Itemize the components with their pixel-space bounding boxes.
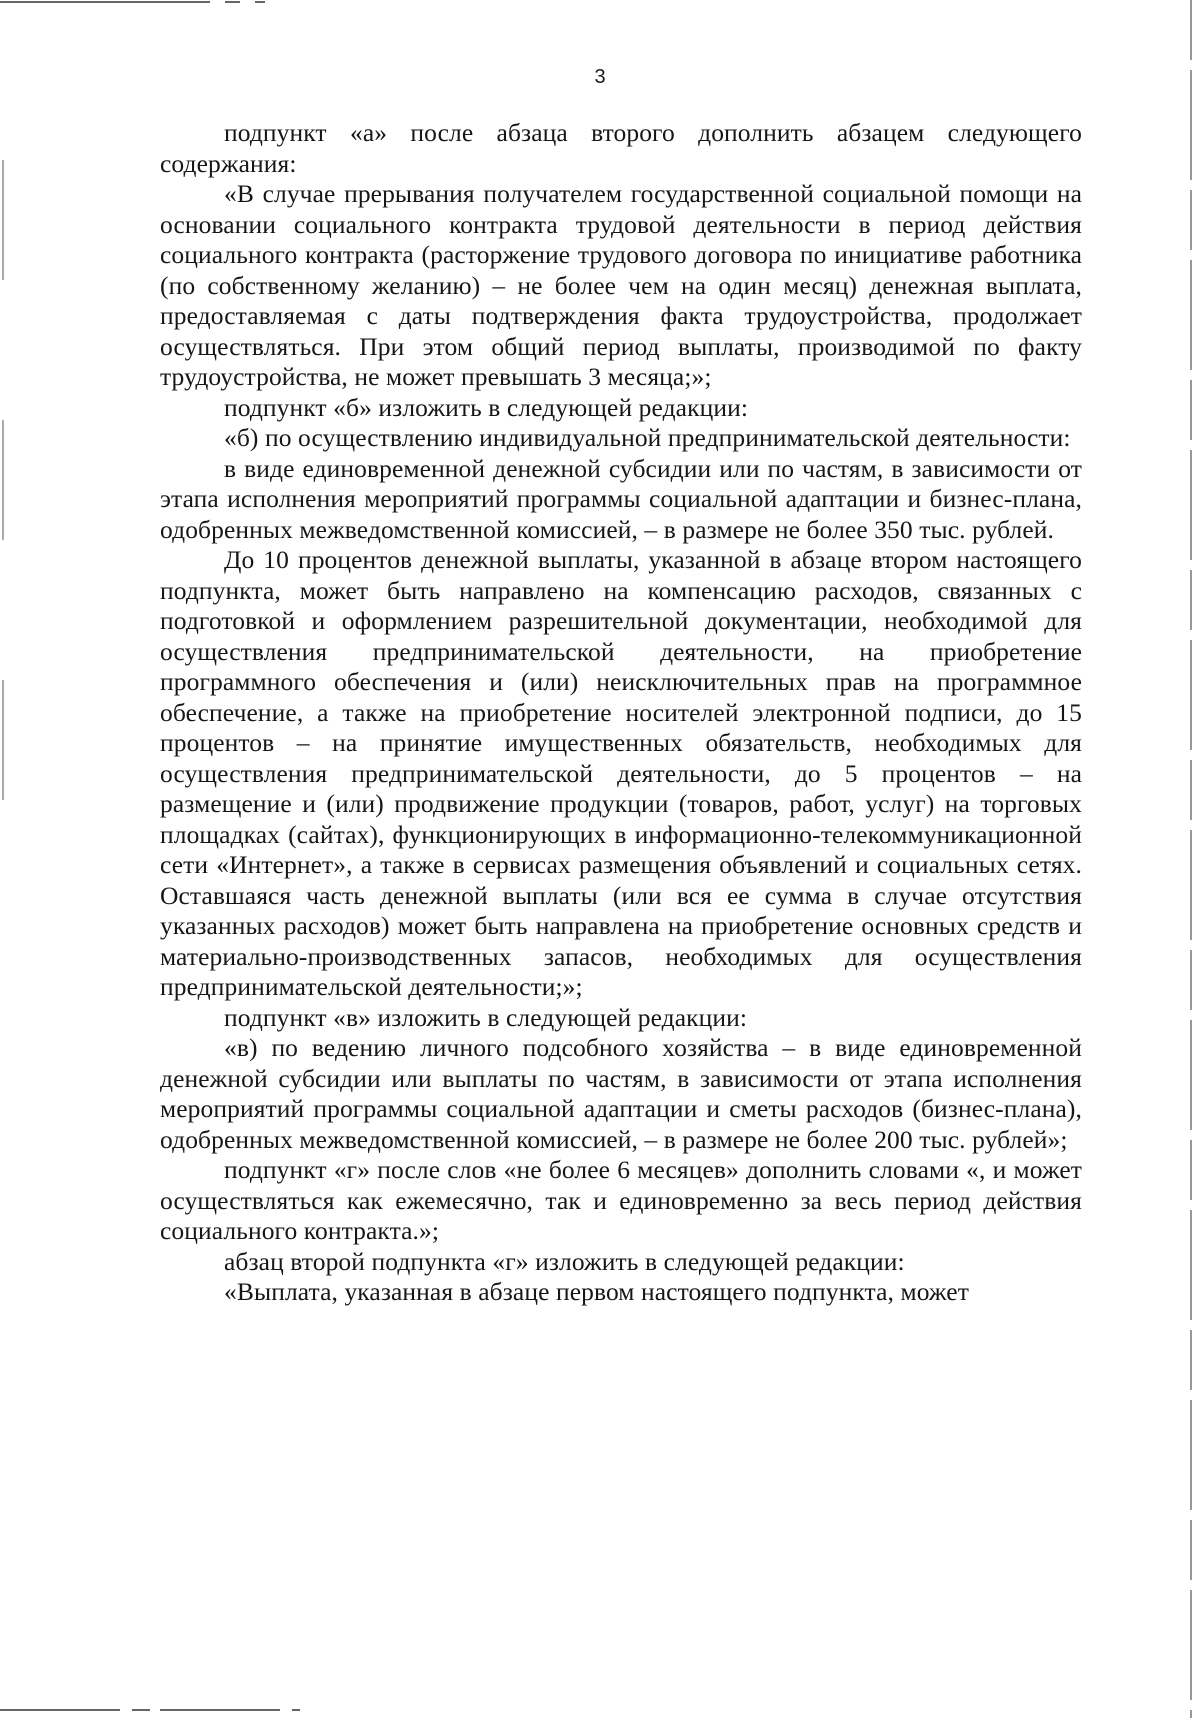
paragraph-7: подпункт «в» изложить в следующей редакции: bbox=[224, 1002, 748, 1032]
paragraph-6: До 10 процентов денежной выплаты, указанной в абзаце втором настоящего подпункта, может быть направлено на компенсацию расходов, связанных с подготовкой и оформлением разрешительной документации, необходимой для осуществления предпринимательской деятельности, на приобретение программного обеспечения и (или) неисключительных прав на программное обеспечение, а также на приобретение носителей электронной подписи, до 15 процентов – на принятие имущественных обязательств, необходимых для осуществления предпринимательской деятельности, до 5 процентов – на размещение и (или) продвижение продукции (товаров, работ, услуг) на торговых площадках (сайтах), функционирующих в информационно-телекоммуникационной сети «Интернет», а также в сервисах размещения объявлений и социальных сетях. Оставшаяся часть денежной выплаты (или вся ее сумма в случае отсутствия указанных расходов) может быть направлена на приобретение основных средств и материально-производственных запасов, необходимых для осуществления предпринимательской деятельности;»; bbox=[160, 545, 1082, 1001]
document-body bbox=[160, 118, 1082, 1308]
scan-top-rule bbox=[0, 1, 300, 3]
paragraph-2: «В случае прерывания получателем государственной социальной помощи на основании социального контракта трудовой деятельности в период действия социального контракта (расторжение трудового договора по инициативе работника (по собственному желанию) – не более чем на один месяц) денежная выплата, предоставляемая с даты подтверждения факта трудоустройства, продолжает осуществляться. При этом общий период выплаты, производимой по факту трудоустройства, не может превышать 3 месяца;»; bbox=[160, 179, 1082, 391]
page-number: 3 bbox=[594, 66, 606, 88]
paragraph-8: «в) по ведению личного подсобного хозяйства – в виде единовременной денежной субсидии или выплаты по частям, в зависимости от этапа исполнения мероприятий программы социальной адаптации и сметы расходов (бизнес-плана), одобренных межведомственной комиссией, – в размере не более 200 тыс. рублей»; bbox=[160, 1033, 1082, 1154]
scan-left-edge bbox=[2, 120, 4, 860]
paragraph-5: в виде единовременной денежной субсидии или по частям, в зависимости от этапа исполнения мероприятий программы социальной адаптации и бизнес-плана, одобренных межведомственной комиссией, – в размере не более 350 тыс. рублей. bbox=[160, 453, 1082, 544]
scan-bottom-rule bbox=[0, 1709, 300, 1711]
paragraph-3: подпункт «б» изложить в следующей редакции: bbox=[224, 392, 748, 422]
paragraph-4: «б) по осуществлению индивидуальной предпринимательской деятельности: bbox=[224, 423, 1071, 452]
paragraph-1: подпункт «а» после абзаца второго дополнить абзацем следующего содержания: bbox=[160, 118, 1082, 178]
paragraph-11: «Выплата, указанная в абзаце первом настоящего подпункта, может bbox=[224, 1277, 969, 1306]
paragraph-10: абзац второй подпункта «г» изложить в следующей редакции: bbox=[224, 1246, 905, 1276]
paragraph-9: подпункт «г» после слов «не более 6 месяцев» дополнить словами «, и может осуществляться как ежемесячно, так и единовременно за весь период действия социального контракта.»; bbox=[160, 1155, 1082, 1245]
scan-right-edge bbox=[1190, 0, 1192, 1718]
